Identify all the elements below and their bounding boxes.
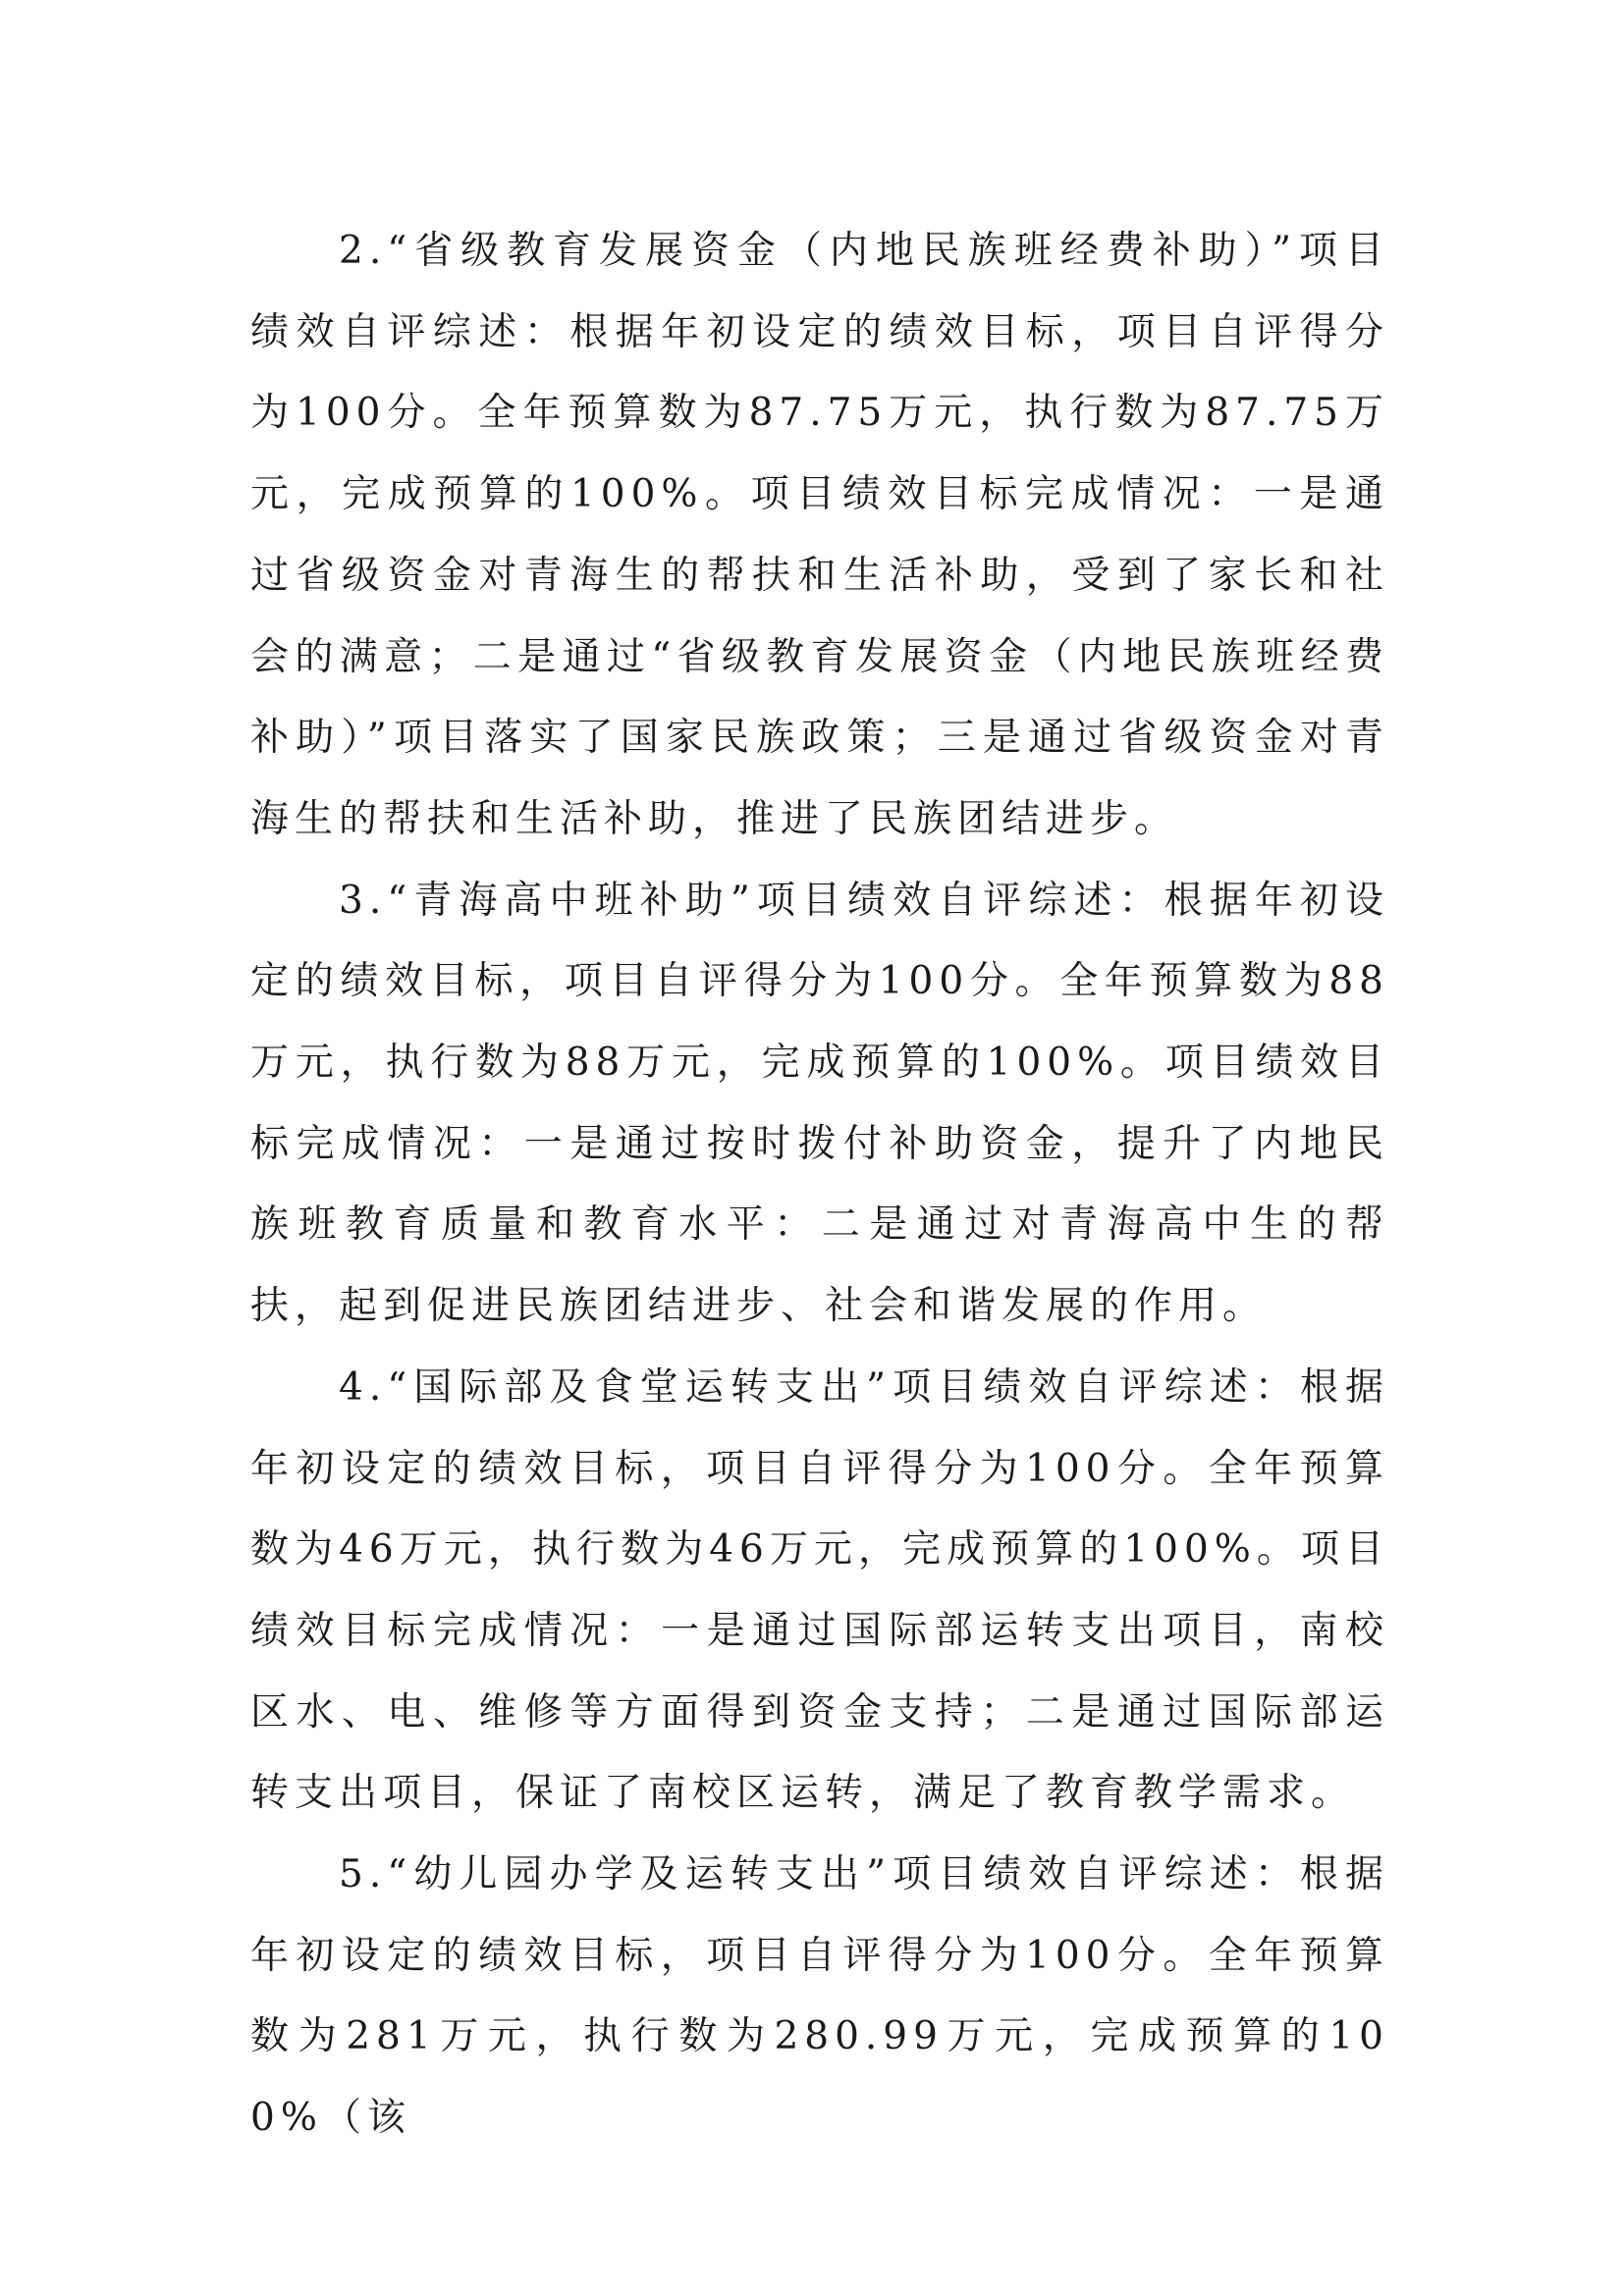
paragraph-item-2: 2.“省级教育发展资金（内地民族班经费补助）”项目绩效自评综述：根据年初设定的绩效目标，项目自评得分为100分。全年预算数为87.75万元，执行数为87.75万元，完成预算的100%。项目绩效目标完成情况：一是通过省级资金对青海生的帮扶和生活补助，受到了家长和社会的满意；二是通过“省级教育发展资金（内地民族班经费补助）”项目落实了国家民族政策；三是通过省级资金对青海生的帮扶和生活补助，推进了民族团结进步。 — [250, 229, 1389, 841]
paragraph-item-3: 3.“青海高中班补助”项目绩效自评综述：根据年初设定的绩效目标，项目自评得分为100分。全年预算数为88万元，执行数为88万元，完成预算的100%。项目绩效目标完成情况：一是通过按时拨付补助资金，提升了内地民族班教育质量和教育水平：二是通过对青海高中生的帮扶，起到促进民族团结进步、社会和谐发展的作用。 — [250, 878, 1389, 1329]
paragraph-item-5: 5.“幼儿园办学及运转支出”项目绩效自评综述：根据年初设定的绩效目标，项目自评得分为100分。全年预算数为281万元，执行数为280.99万元，完成预算的100%（该 — [250, 1852, 1389, 2141]
document-body — [250, 211, 1389, 2160]
paragraph-item-4: 4.“国际部及食堂运转支出”项目绩效自评综述：根据年初设定的绩效目标，项目自评得分为100分。全年预算数为46万元，执行数为46万元，完成预算的100%。项目绩效目标完成情况：一是通过国际部运转支出项目，南校区水、电、维修等方面得到资金支持；二是通过国际部运转支出项目，保证了南校区运转，满足了教育教学需求。 — [250, 1364, 1389, 1816]
